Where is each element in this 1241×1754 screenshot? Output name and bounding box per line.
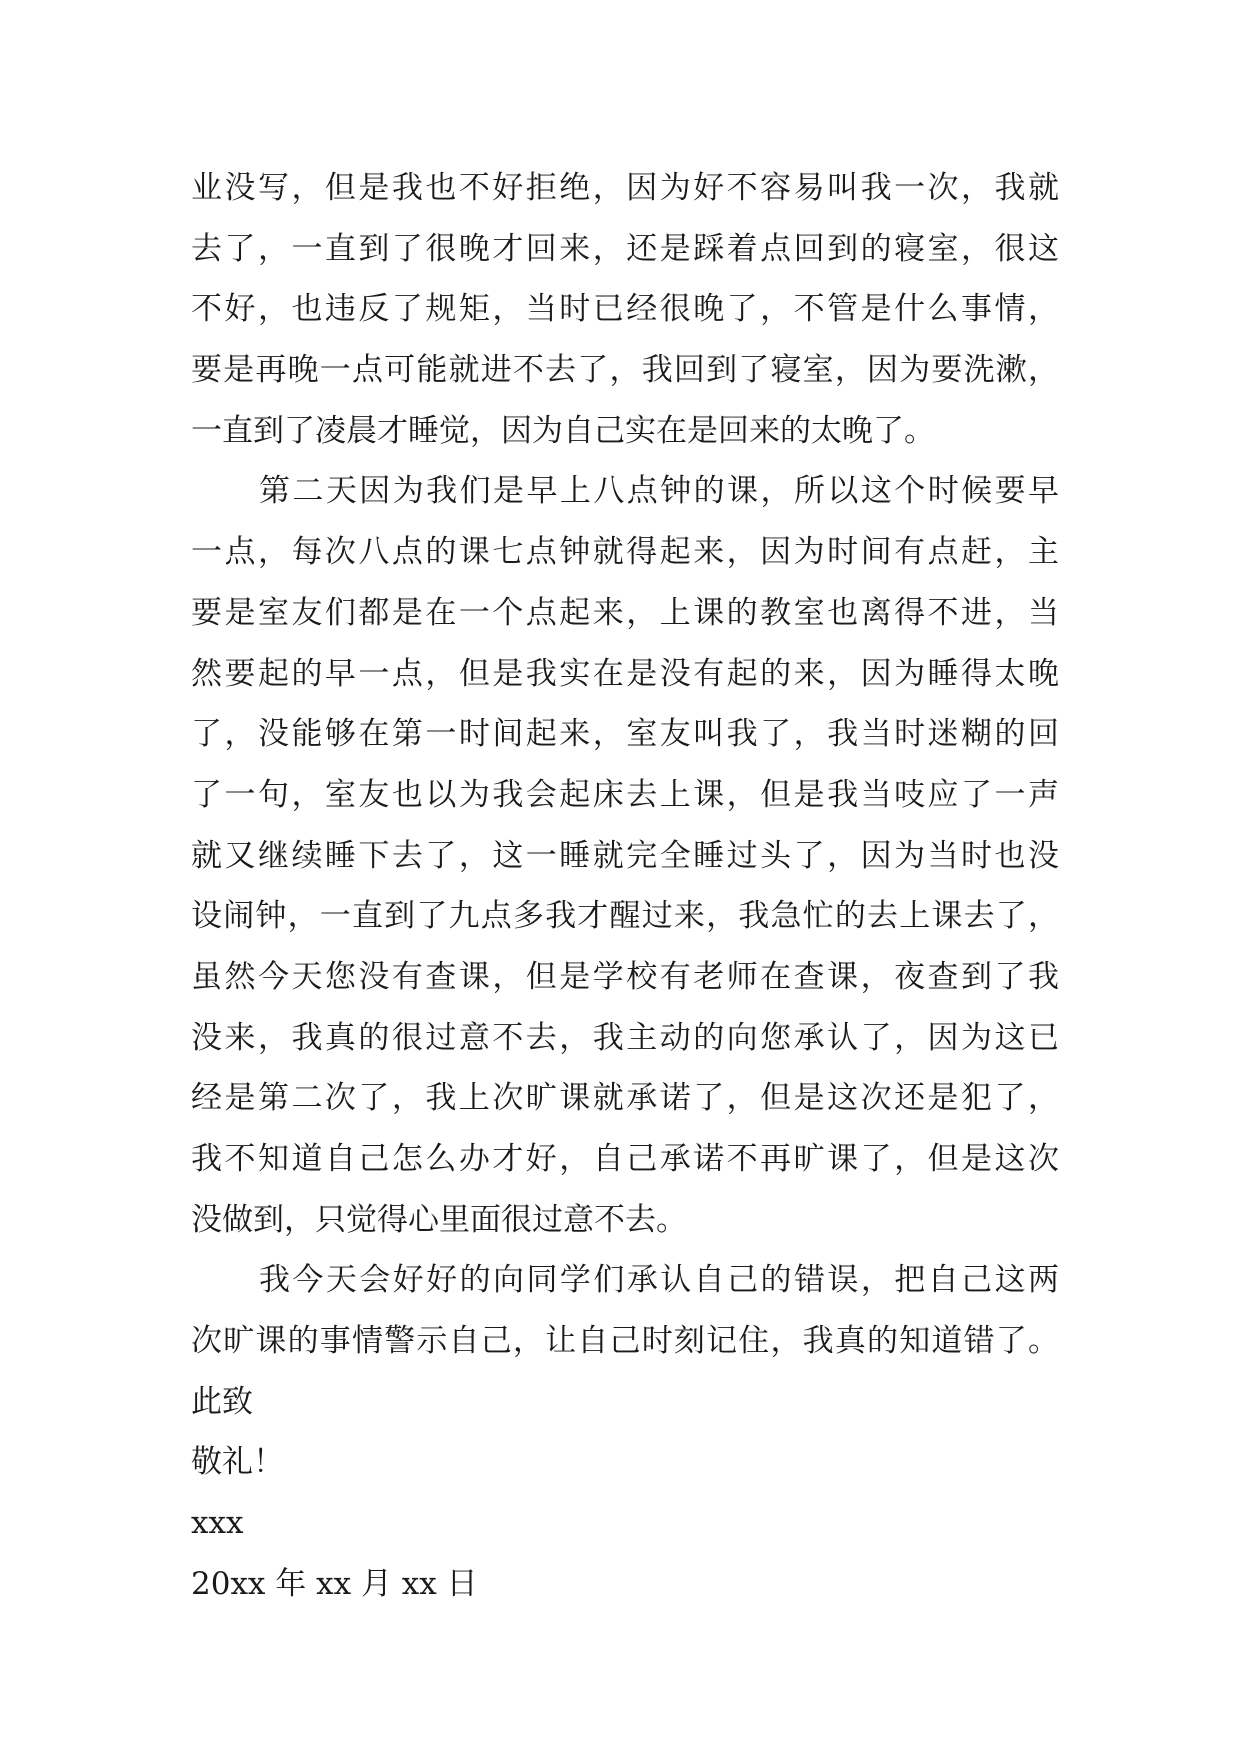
text-line: 经是第二次了，我上次旷课就承诺了，但是这次还是犯了， (191, 1080, 1059, 1117)
paragraph-1 (191, 158, 1059, 461)
regards: 敬礼！ (191, 1444, 284, 1481)
date: 20xx 年 xx 月 xx 日 (191, 1565, 478, 1602)
text-line: 要是再晚一点可能就进不去了，我回到了寝室，因为要洗漱， (191, 352, 1059, 389)
text-line: 设闹钟，一直到了九点多我才醒过来，我急忙的去上课去了， (191, 898, 1059, 935)
text-line: 没做到，只觉得心里面很过意不去。 (191, 1201, 687, 1238)
text-line: 我不知道自己怎么办才好，自己承诺不再旷课了，但是这次 (191, 1141, 1059, 1177)
paragraph-2 (191, 461, 1059, 1250)
text-line: 一直到了凌晨才睡觉，因为自己实在是回来的太晚了。 (191, 412, 935, 449)
text-line: 没来，我真的很过意不去，我主动的向您承认了，因为这已 (191, 1019, 1059, 1056)
text-line: 了一句，室友也以为我会起床去上课，但是我当吱应了一声 (191, 776, 1059, 813)
text-line: 虽然今天您没有查课，但是学校有老师在查课，夜查到了我 (191, 958, 1059, 995)
paragraph-3 (191, 1250, 1059, 1371)
text-line: 我今天会好好的向同学们承认自己的错误，把自己这两 (259, 1262, 1059, 1299)
text-line: 要是室友们都是在一个点起来，上课的教室也离得不进，当 (191, 594, 1059, 631)
signature: xxx (191, 1505, 244, 1542)
text-line: 一点，每次八点的课七点钟就得起来，因为时间有点赶，主 (191, 534, 1059, 571)
salutation: 此致 (191, 1383, 253, 1420)
text-line: 第二天因为我们是早上八点钟的课，所以这个时候要早 (259, 473, 1059, 510)
text-line: 次旷课的事情警示自己，让自己时刻记住，我真的知道错了。 (191, 1323, 1059, 1360)
text-line: 然要起的早一点，但是我实在是没有起的来，因为睡得太晚 (191, 655, 1059, 692)
letter-closing (191, 1372, 1059, 1615)
text-line: 去了，一直到了很晚才回来，还是踩着点回到的寝室，很这 (191, 230, 1059, 267)
text-line: 不好，也违反了规矩，当时已经很晚了，不管是什么事情， (191, 291, 1059, 328)
text-line: 就又继续睡下去了，这一睡就完全睡过头了，因为当时也没 (191, 837, 1059, 874)
text-line: 业没写，但是我也不好拒绝，因为好不容易叫我一次，我就 (191, 170, 1059, 206)
letter-body (191, 158, 1059, 1615)
text-line: 了，没能够在第一时间起来，室友叫我了，我当时迷糊的回 (191, 716, 1059, 753)
